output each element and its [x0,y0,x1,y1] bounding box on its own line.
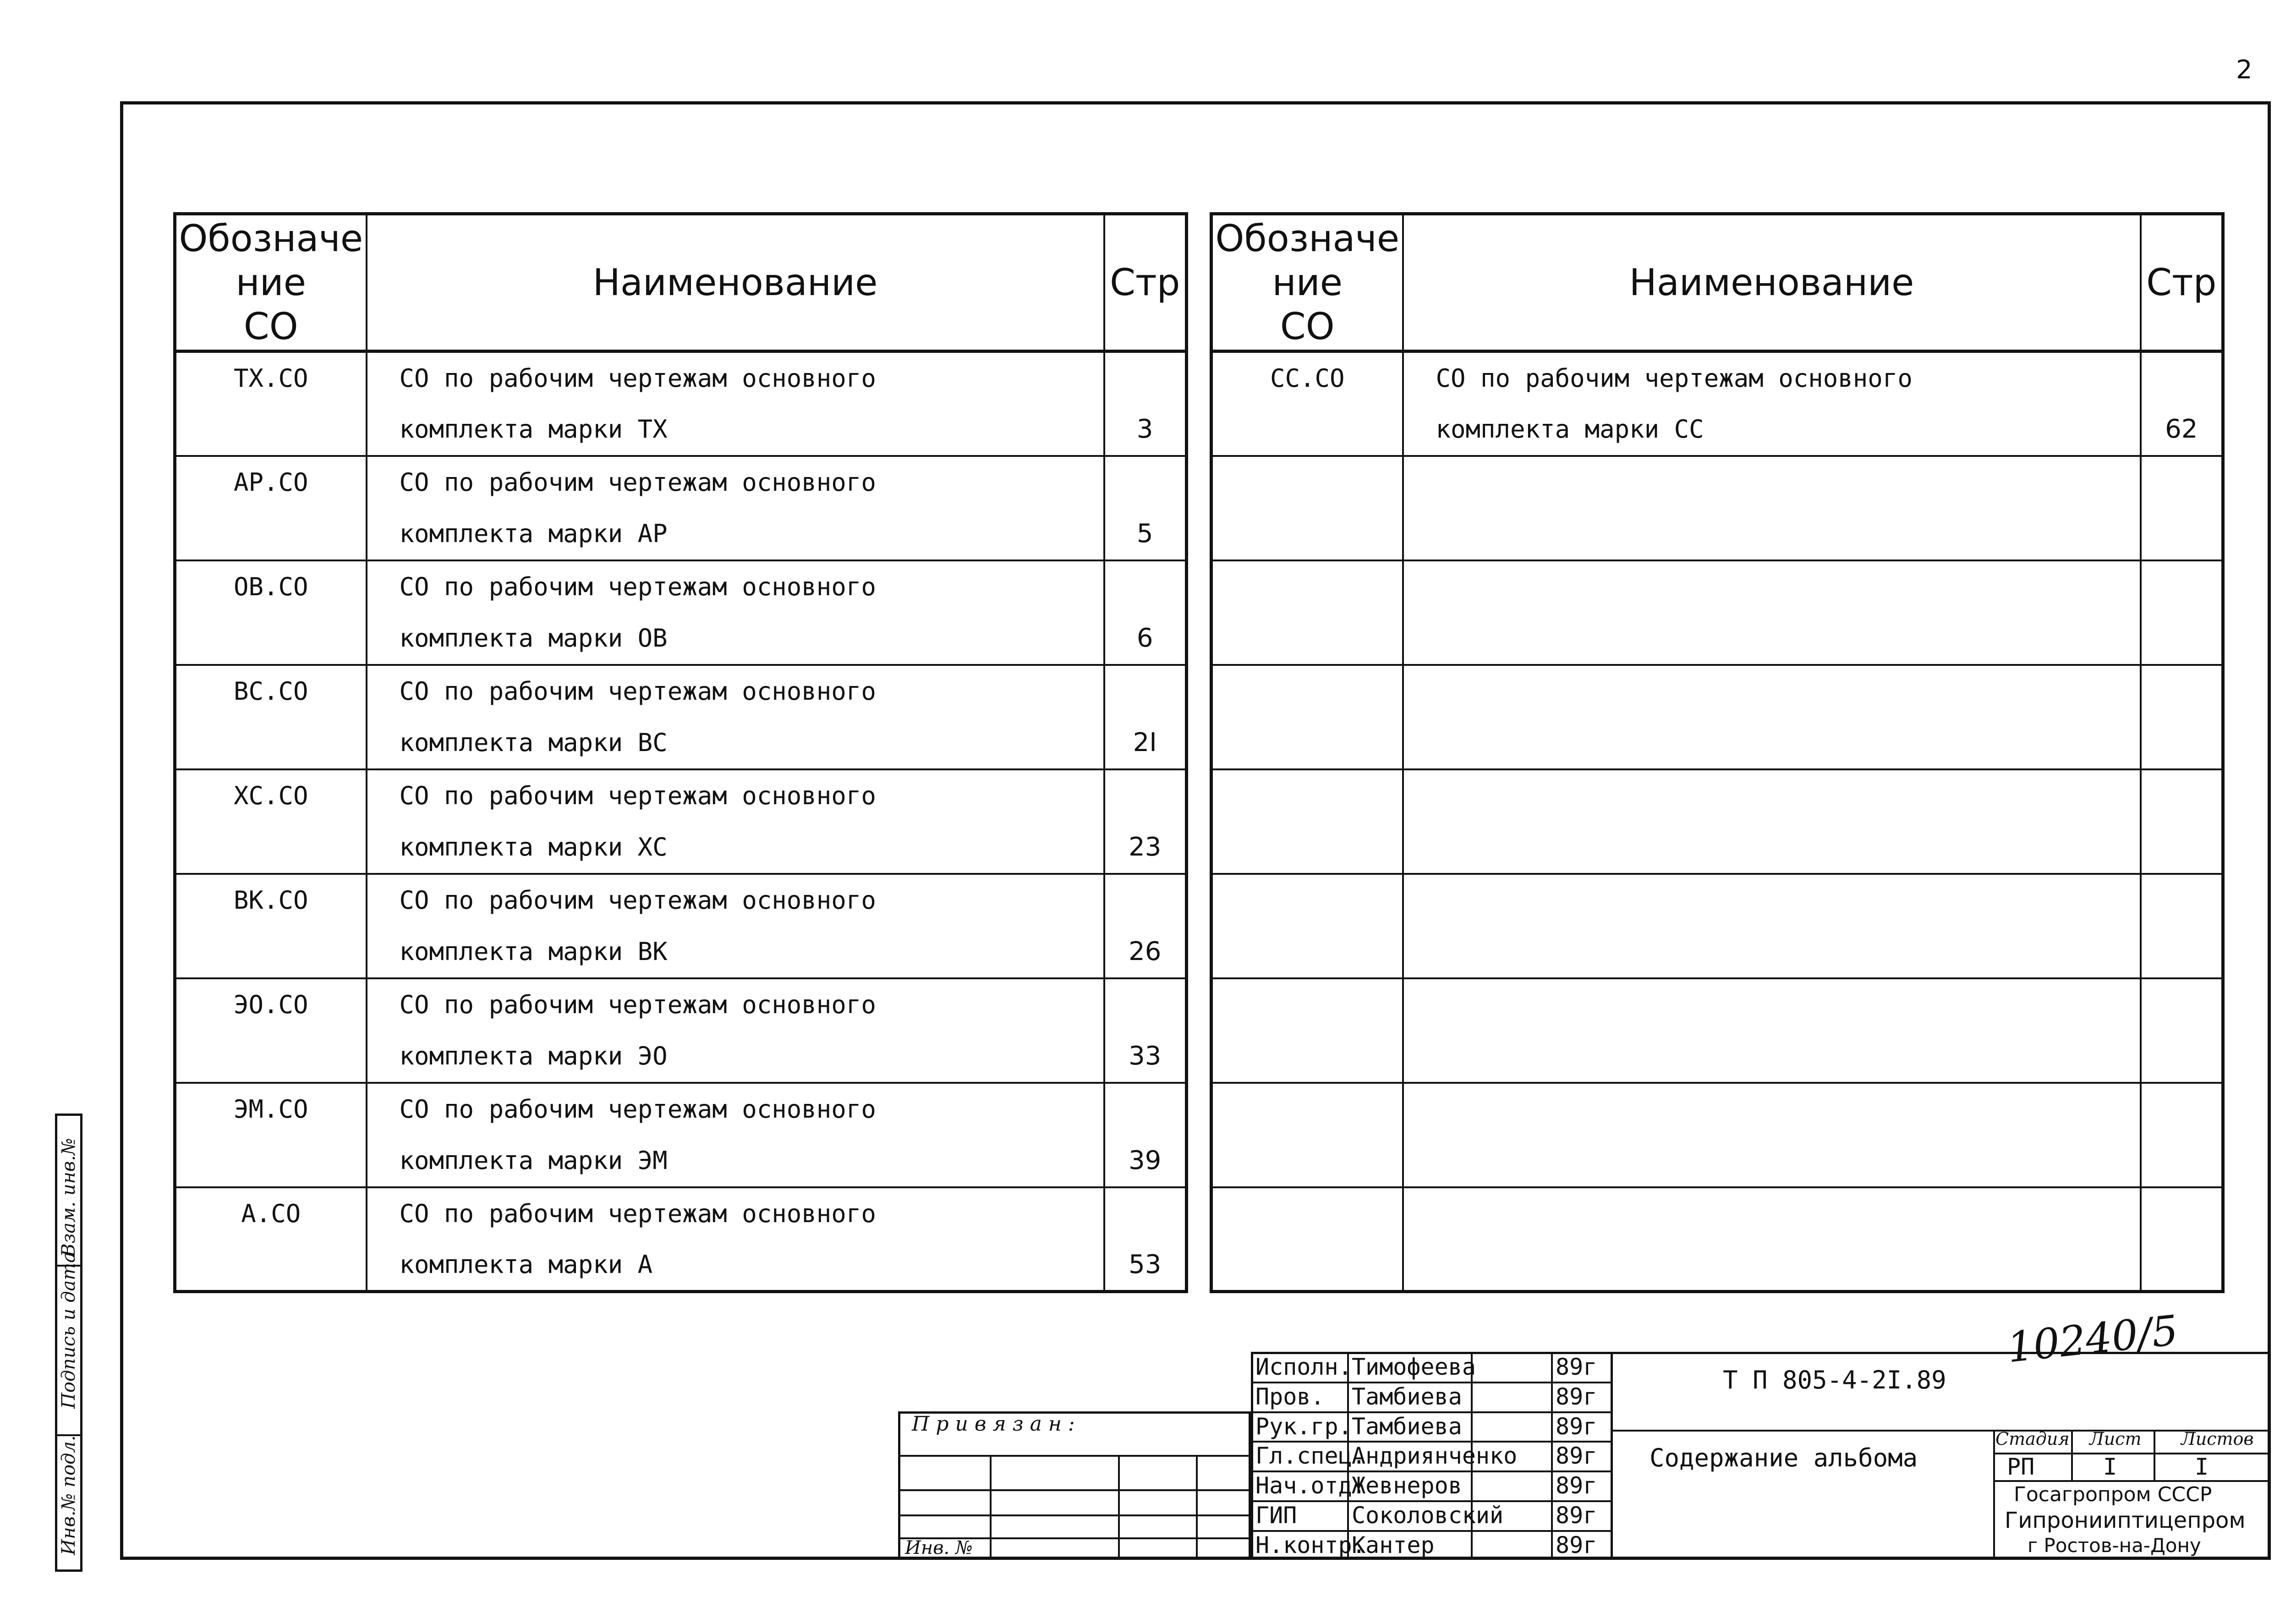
row-page: 6 [1104,613,1187,665]
row-code-empty [1211,404,1403,456]
side-stamp-vzam: Взам. инв.№ [58,1138,79,1257]
row-name-line1: СО по рабочим чертежам основного [367,1083,1104,1135]
row-code: СС.СО [1211,351,1403,404]
table-row [175,769,1187,822]
row-page-spacer [2141,665,2223,717]
row-code-empty [1211,1240,1403,1292]
row-name-line2: комплекта марки СС [1403,404,2141,456]
row-page [2141,613,2223,665]
row-code: А.СО [175,1187,367,1240]
table-row [1211,404,2223,456]
signer-name: Соколовский [1352,1502,1504,1529]
signer-name: Тамбиева [1352,1413,1462,1440]
row-code: ТХ.СО [175,351,367,404]
side-stamp-divider [55,1434,82,1436]
row-name-line1: СО по рабочим чертежам основного [367,351,1104,404]
row-name-line1: СО по рабочим чертежам основного [1403,351,2141,404]
stage-divider [1993,1453,2271,1454]
row-name-line2 [1403,717,2141,769]
signer-date: 89г [1556,1502,1597,1529]
row-code-empty [1211,717,1403,769]
header-page: Стр [1104,214,1187,351]
row-name-line2: комплекта марки ТХ [367,404,1104,456]
org-institute: Гипронииптицепром [2005,1508,2246,1533]
row-name-line2: комплекта марки ЭО [367,1031,1104,1083]
sheets-value: I [2195,1454,2209,1480]
row-page [2141,822,2223,874]
row-page-spacer [1104,665,1187,717]
row-code-empty [175,717,367,769]
row-page [2141,1135,2223,1187]
header-page: Стр [2141,214,2223,351]
row-name-line2 [1403,926,2141,978]
row-code: ВК.СО [175,874,367,926]
row-name-line1 [1403,874,2141,926]
stage-col [2154,1430,2155,1480]
table-row [1211,613,2223,665]
header-designation-line3: СО [243,305,298,348]
signer-date: 89г [1556,1413,1597,1440]
side-stamp-inv: Инв.№ подл. [58,1435,79,1555]
row-name-line2: комплекта марки АР [367,508,1104,560]
row-page-spacer [2141,456,2223,508]
row-page: 3 [1104,404,1187,456]
doc-code: Т П 805-4-2I.89 [1723,1366,1946,1394]
stage-col [2071,1430,2073,1480]
row-code [1211,665,1403,717]
row-page-spacer [1104,351,1187,404]
header-designation-line1: Обозначе [179,217,363,260]
row-page-spacer [2141,560,2223,613]
row-page [2141,1031,2223,1083]
row-code-empty [175,822,367,874]
bound-line [898,1489,1251,1491]
row-name-line2: комплекта марки ХС [367,822,1104,874]
signer-date: 89г [1556,1531,1597,1558]
table-row [175,1135,1187,1187]
row-page: 2I [1104,717,1187,769]
org-ministry: Госагропром СССР [2014,1483,2212,1506]
bound-label: Привязан: [912,1412,1081,1436]
row-page-spacer [1104,769,1187,822]
title-divider [1993,1430,1995,1560]
signer-date: 89г [1556,1443,1597,1470]
signer-date: 89г [1556,1354,1597,1380]
table-row [1211,665,2223,717]
row-name-line2 [1403,1031,2141,1083]
inv-label: Инв. № [905,1537,973,1558]
side-stamp-podpis: Подпись и дата [58,1251,79,1409]
row-code-empty [175,1031,367,1083]
table-row [175,874,1187,926]
table-row [1211,1187,2223,1240]
row-page-spacer [2141,769,2223,822]
row-code [1211,456,1403,508]
row-page-spacer [1104,1187,1187,1240]
row-name-line1: СО по рабочим чертежам основного [367,769,1104,822]
row-page: 39 [1104,1135,1187,1187]
side-stamp-divider [55,1265,82,1267]
table-row [1211,822,2223,874]
row-name-line1: СО по рабочим чертежам основного [367,456,1104,508]
header-designation-line2: ние [1272,261,1343,304]
signer-role: Гл.спец. [1255,1443,1366,1470]
row-page-spacer [1104,456,1187,508]
row-page: 5 [1104,508,1187,560]
row-name-line2 [1403,822,2141,874]
signer-role: Пров. [1255,1383,1325,1410]
sheet-title: Содержание альбома [1650,1443,1918,1472]
row-name-line1: СО по рабочим чертежам основного [367,874,1104,926]
row-name-line2 [1403,1240,2141,1292]
header-name: Наименование [1403,214,2141,351]
row-page-spacer [1104,560,1187,613]
row-page-spacer [2141,1083,2223,1135]
table-row [1211,560,2223,613]
contents-table-right [1210,212,2225,1293]
header-designation [175,214,367,351]
row-name-line1 [1403,1187,2141,1240]
table-row [1211,456,2223,508]
row-name-line1 [1403,1083,2141,1135]
row-code-empty [175,1240,367,1292]
stage-divider [1993,1480,2271,1482]
stage-value: РП [2007,1454,2035,1480]
sheet-value: I [2103,1454,2117,1480]
table-row [175,717,1187,769]
signer-name: Андриянченко [1352,1443,1518,1470]
header-designation-line3: СО [1280,305,1335,348]
org-city: г Ростов-на-Дону [2028,1534,2201,1557]
row-page-spacer [1104,874,1187,926]
row-name-line1 [1403,560,2141,613]
row-name-line2: комплекта марки ЭМ [367,1135,1104,1187]
table-row [1211,1083,2223,1135]
table-row [175,456,1187,508]
bound-col [1196,1455,1198,1560]
header-designation [1211,214,1403,351]
table-row [175,1187,1187,1240]
table-row [175,1240,1187,1292]
row-code-empty [1211,926,1403,978]
row-page [2141,717,2223,769]
signer-role: Нач.отд. [1255,1472,1366,1499]
table-row [175,560,1187,613]
row-name-line2 [1403,613,2141,665]
table-row [1211,926,2223,978]
header-designation-line1: Обозначе [1215,217,1400,260]
table-row [175,508,1187,560]
row-name-line2 [1403,1135,2141,1187]
row-page: 62 [2141,404,2223,456]
row-name-line1 [1403,456,2141,508]
signer-name: Жевнеров [1352,1472,1462,1499]
row-code-empty [175,926,367,978]
row-code: АР.СО [175,456,367,508]
row-page-spacer [2141,978,2223,1031]
row-page: 33 [1104,1031,1187,1083]
sheets-label: Листов [2181,1429,2254,1449]
handwritten-archive-number: 10240/5 [2005,1306,2181,1372]
row-page-spacer [2141,1187,2223,1240]
table-row [1211,769,2223,822]
row-page-spacer [1104,978,1187,1031]
row-code-empty [175,404,367,456]
table-row [1211,1135,2223,1187]
row-code-empty [1211,822,1403,874]
table-row [175,978,1187,1031]
row-code [1211,560,1403,613]
table-row [175,613,1187,665]
row-code-empty [1211,508,1403,560]
stage-label: Стадия [1995,1429,2070,1449]
row-name-line2: комплекта марки А [367,1240,1104,1292]
row-page [2141,926,2223,978]
row-name-line2: комплекта марки ОВ [367,613,1104,665]
signer-role: Рук.гр. [1255,1413,1352,1440]
row-page-spacer [2141,874,2223,926]
row-name-line1 [1403,978,2141,1031]
signer-name: Кантер [1352,1531,1435,1558]
row-page: 53 [1104,1240,1187,1292]
row-page: 23 [1104,822,1187,874]
table-row [1211,978,2223,1031]
table-row [1211,1240,2223,1292]
bound-col [990,1455,992,1560]
table-row [175,1083,1187,1135]
row-name-line1: СО по рабочим чертежам основного [367,978,1104,1031]
row-code: ОВ.СО [175,560,367,613]
row-code: ХС.СО [175,769,367,822]
bound-line [898,1455,1251,1457]
row-name-line2: комплекта марки ВС [367,717,1104,769]
row-page [2141,1240,2223,1292]
row-code-empty [175,1135,367,1187]
row-name-line2 [1403,508,2141,560]
row-name-line2: комплекта марки ВК [367,926,1104,978]
row-code-empty [1211,613,1403,665]
row-code [1211,1083,1403,1135]
row-code-empty [175,613,367,665]
row-name-line1: СО по рабочим чертежам основного [367,665,1104,717]
row-page [2141,508,2223,560]
row-code: ЭМ.СО [175,1083,367,1135]
row-code-empty [175,508,367,560]
signer-role: Исполн. [1255,1354,1352,1380]
row-page-spacer [2141,351,2223,404]
signer-date: 89г [1556,1383,1597,1410]
row-name-line1 [1403,665,2141,717]
signer-role: Н.контр. [1255,1531,1366,1558]
table-row [1211,717,2223,769]
header-name: Наименование [367,214,1104,351]
header-designation-line2: ние [236,261,306,304]
row-code: ЭО.СО [175,978,367,1031]
row-code [1211,978,1403,1031]
page-number: 2 [2236,55,2253,85]
row-code [1211,874,1403,926]
signer-date: 89г [1556,1472,1597,1499]
table-row [175,404,1187,456]
row-page: 26 [1104,926,1187,978]
table-row [1211,351,2223,404]
row-name-line1 [1403,769,2141,822]
signer-name: Тимофеева [1352,1354,1476,1380]
row-code-empty [1211,1135,1403,1187]
table-row [1211,508,2223,560]
contents-table-left [173,212,1188,1293]
table-row [175,926,1187,978]
table-row [175,351,1187,404]
row-page-spacer [1104,1083,1187,1135]
bound-line [898,1514,1251,1516]
row-name-line1: СО по рабочим чертежам основного [367,1187,1104,1240]
table-row [175,822,1187,874]
table-row [175,665,1187,717]
table-row [1211,874,2223,926]
signer-name: Тамбиева [1352,1383,1462,1410]
row-code [1211,1187,1403,1240]
row-code-empty [1211,1031,1403,1083]
table-row [1211,1031,2223,1083]
row-code: ВС.СО [175,665,367,717]
signer-role: ГИП [1255,1502,1297,1529]
sheet-label: Лист [2089,1429,2142,1449]
row-code [1211,769,1403,822]
row-name-line1: СО по рабочим чертежам основного [367,560,1104,613]
table-row [175,1031,1187,1083]
bound-col [1118,1455,1120,1560]
title-divider [1611,1430,2271,1432]
